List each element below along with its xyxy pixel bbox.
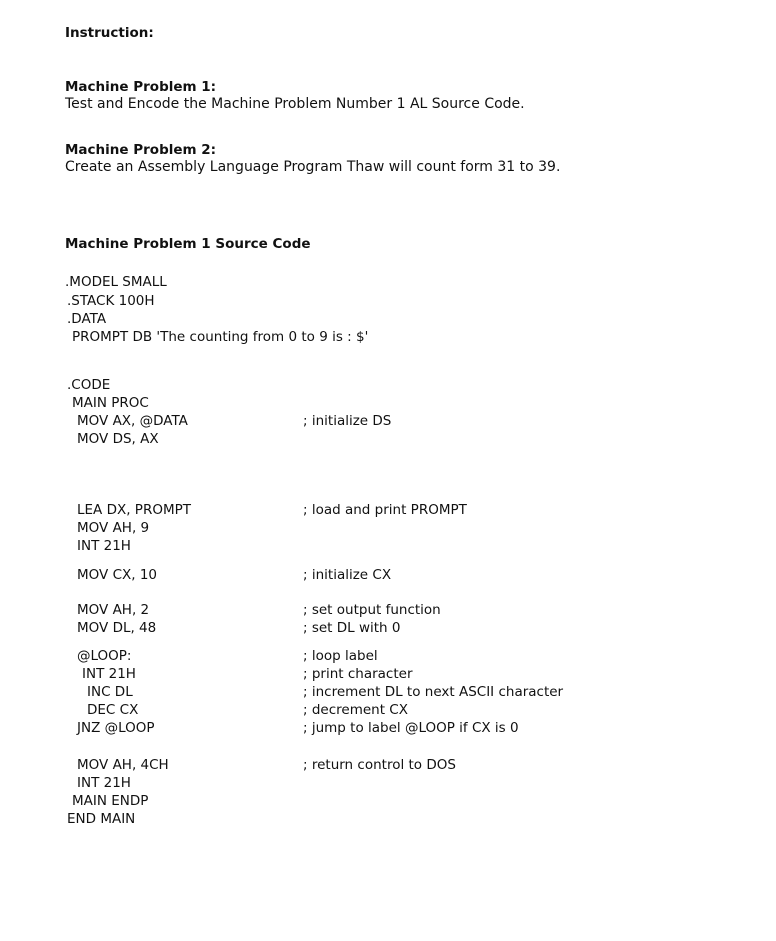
code-line: MOV AH, 4CH [77,757,169,773]
code-line: MOV AH, 2 [77,602,150,618]
code-line: .CODE [67,377,111,393]
code-comment: ; increment DL to next ASCII character [303,684,564,700]
code-line: LEA DX, PROMPT [77,502,191,518]
code-comment: ; initialize DS [303,413,392,429]
code-line: @LOOP: [77,648,132,664]
code-comment: ; set output function [303,602,441,618]
code-line: END MAIN [67,811,136,827]
problem2-text: Create an Assembly Language Program Thaw will count form 31 to 39. [65,159,561,175]
source-code-heading: Machine Problem 1 Source Code [65,236,311,252]
code-line: .STACK 100H [67,293,155,309]
problem2-heading: Machine Problem 2: [65,142,217,158]
code-comment: ; jump to label @LOOP if CX is 0 [303,720,519,736]
code-line: PROMPT DB 'The counting from 0 to 9 is : $' [72,329,369,345]
code-line: JNZ @LOOP [77,720,155,736]
code-line: MAIN ENDP [72,793,149,809]
code-line: .DATA [67,311,107,327]
code-line: MAIN PROC [72,395,149,411]
code-line: MOV AH, 9 [77,520,150,536]
code-line: INC DL [87,684,133,700]
code-comment: ; decrement CX [303,702,408,718]
code-line: MOV DL, 48 [77,620,157,636]
problem1-text: Test and Encode the Machine Problem Number 1 AL Source Code. [65,96,525,112]
problem1-heading: Machine Problem 1: [65,79,217,95]
code-line: .MODEL SMALL [65,274,167,290]
code-line: INT 21H [82,666,136,682]
code-line: INT 21H [77,775,131,791]
code-comment: ; print character [303,666,413,682]
code-line: INT 21H [77,538,131,554]
code-comment: ; load and print PROMPT [303,502,467,518]
code-line: MOV CX, 10 [77,567,157,583]
code-line: MOV DS, AX [77,431,159,447]
code-comment: ; return control to DOS [303,757,456,773]
instruction-heading: Instruction: [65,25,154,41]
code-comment: ; initialize CX [303,567,392,583]
code-comment: ; loop label [303,648,378,664]
code-comment: ; set DL with 0 [303,620,401,636]
code-line: DEC CX [87,702,139,718]
code-line: MOV AX, @DATA [77,413,188,429]
